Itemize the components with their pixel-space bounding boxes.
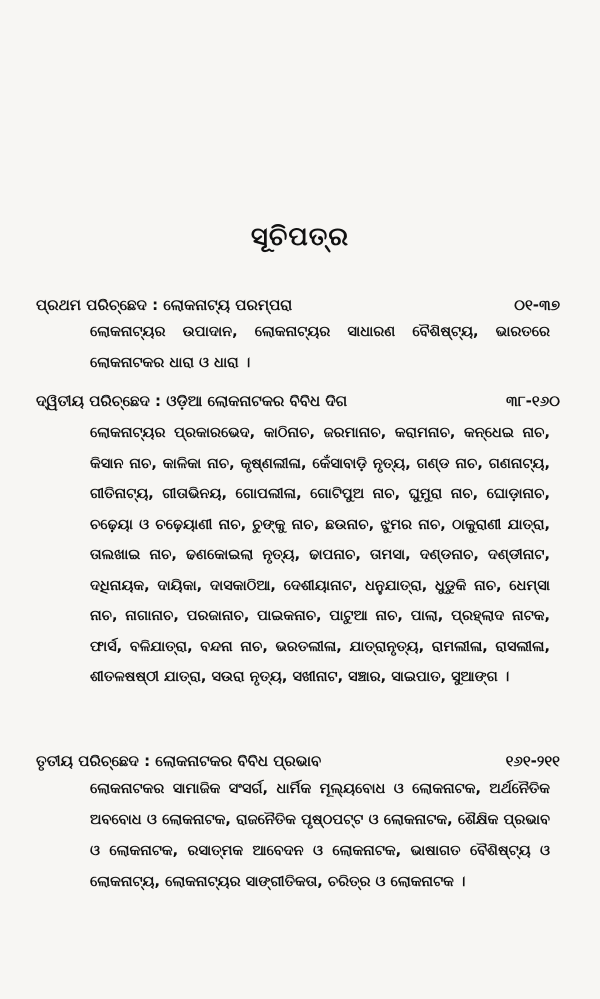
chapter-3-pages: ୧୬୧-୨୧୧: [505, 752, 560, 770]
page-title: ସୂଚିପତ୍ର: [250, 222, 350, 252]
chapter-2-contents: ଲୋକନାଟ୍ୟର ପ୍ରକାରଭେଦ, କାଠିନାଚ, ଜରମାନାଚ, କରାମନାଚ, କନ୍ଧେଇ ନାଚ, କିସାନ ନାଚ, କାଳିକା ନାଚ, କୃଷ୍ଣଲୀଳା, କେଁସାବାଡ଼ି ନୃତ୍ୟ, ଗଣ୍ଡ ନାଚ, ଗଣନାଟ୍ୟ, ଗୀତିନାଟ୍ୟ, ଗୀତାଭିନୟ, ଗୋପଲୀଳା, ଗୋଟିପୁଅ ନାଚ, ଘୁମୁରା ନାଚ, ଘୋଡ଼ାନାଚ, ଚଢ଼େୟା ଓ ଚଢ଼େୟାଣୀ ନାଚ, ଚୁଙ୍କୁ ନାଚ, ଛଉନାଚ, ଝୁମର ନାଚ, ଠାକୁରାଣୀ ଯାତ୍ରା, ତାଲଖାଇ ନାଚ, ଢଣକୋଇଲା ନୃତ୍ୟ, ଢାପନାଚ, ତାମସା, ଦଣ୍ଡନାଚ, ଦଣ୍ଡୀନାଟ, ଦଧିନାୟକ, ଦାୟିକା, ଦାସକାଠିଆ, ଦେଶୀୟାନାଟ, ଧନୁଯାତ୍ରା, ଧୁଡୁକି ନାଚ, ଧେମ୍ସା ନାଚ, ନାଗାନାଚ, ପରଜାନାଚ, ପାଇକନାଚ, ପାଟୁଆ ନାଚ, ପାଲା, ପ୍ରହ୍ଲାଦ ନାଟକ, ଫାର୍ସ, ବଳିଯାତ୍ରା, ବନ୍ଦନା ନାଚ, ଭରତଲୀଳା, ଯାତ୍ରାନୃତ୍ୟ, ରାମଲୀଳା, ରାସଲୀଳା, ଶୀତଳଷଷ୍ଠୀ ଯାତ୍ରା, ସଉରା ନୃତ୍ୟ, ସଖୀନାଟ, ସଞ୍ଚାର, ସାଇପାତ, ସୁଆଙ୍ଗ ।: [90, 425, 550, 685]
chapter-1-pages: ୦୧-୩୭: [514, 296, 560, 314]
chapter-2-title: ଦ୍ୱିତୀୟ ପରିଚ୍ଛେଦ : ଓଡ଼ିଆ ଲୋକନାଟକର ବିବିଧ ଦିଗ: [36, 392, 348, 410]
chapter-3-title: ତୃତୀୟ ପରିଚ୍ଛେଦ : ଲୋକନାଟକର ବିବିଧ ପ୍ରଭାବ: [36, 752, 322, 770]
chapter-2-pages: ୩୮-୧୬୦: [506, 392, 560, 410]
chapter-1-title: ପ୍ରଥମ ପରିଚ୍ଛେଦ : ଲୋକନାଟ୍ୟ ପରମ୍ପରା: [36, 296, 293, 314]
chapter-1-contents: ଲୋକନାଟ୍ୟର ଉପାଦାନ, ଲୋକନାଟ୍ୟର ସାଧାରଣ ବୈଶିଷ୍ଟ୍ୟ, ଭାରତରେ ଲୋକନାଟକର ଧାରା ଓ ଧାରା ।: [90, 324, 550, 371]
chapter-3-contents: ଲୋକନାଟକର ସାମାଜିକ ସଂସର୍ଗ, ଧାର୍ମିକ ମୂଲ୍ୟବୋଧ ଓ ଲୋକନାଟକ, ଅର୍ଥନୈତିକ ଅବବୋଧ ଓ ଲୋକନାଟକ, ରାଜନୈତିକ ପୃଷ୍ଠପଟ୍ଟ ଓ ଲୋକନାଟକ, ଶୈକ୍ଷିକ ପ୍ରଭାବ ଓ ଲୋକନାଟକ, ରସାତ୍ମକ ଆବେଦନ ଓ ଲୋକନାଟକ, ଭାଷାଗତ ବୈଶିଷ୍ଟ୍ୟ ଓ ଲୋକନାଟ୍ୟ, ଲୋକନାଟ୍ୟର ସାଙ୍ଗୀତିକତା, ଚରିତ୍ର ଓ ଲୋକନାଟକ ।: [90, 781, 550, 890]
